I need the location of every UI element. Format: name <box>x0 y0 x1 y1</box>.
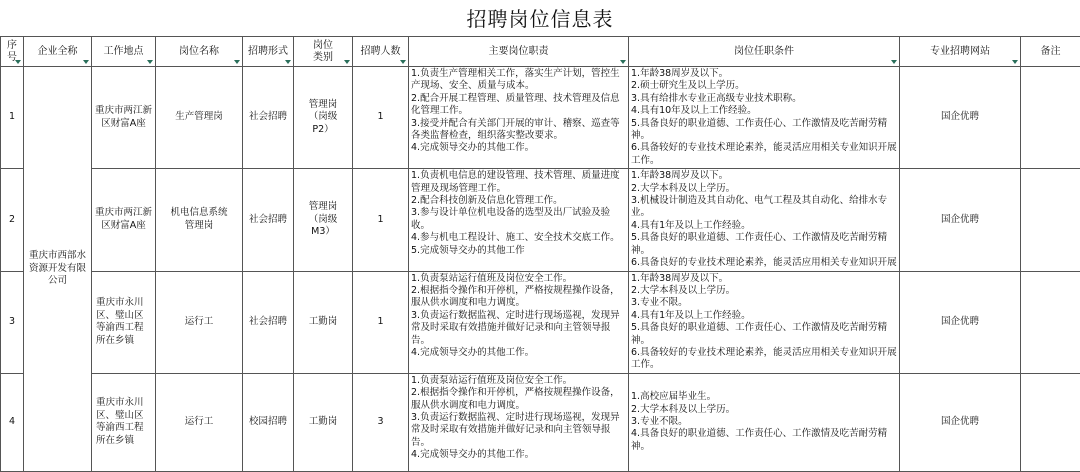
requirement-item: 5.具备良好的职业道德、工作责任心、工作激情及吃苦耐劳精神。 <box>631 232 897 257</box>
header-website[interactable] <box>900 37 1021 67</box>
filter-dropdown-icon[interactable] <box>285 60 291 64</box>
header-label: 备注 <box>1041 46 1061 57</box>
header-label: 企业全称 <box>38 46 78 57</box>
requirement-item: 4.具有1年及以上工作经验。 <box>631 310 897 322</box>
cell-website[interactable]: 国企优聘 <box>900 169 1021 271</box>
header-count[interactable] <box>353 37 409 67</box>
cell-duties[interactable] <box>409 169 629 271</box>
header-label: 招聘形式 <box>248 46 288 57</box>
table-row <box>1 67 1080 169</box>
cell-remark[interactable] <box>1021 169 1080 271</box>
requirement-item: 1.年龄38周岁及以下。 <box>631 170 897 182</box>
cell-remark[interactable] <box>1021 373 1080 471</box>
filter-dropdown-icon[interactable] <box>234 60 240 64</box>
header-duties[interactable] <box>409 37 629 67</box>
duty-item: 4.参与机电工程设计、施工、安全技术交底工作。 <box>411 232 626 244</box>
cell-count[interactable]: 1 <box>353 67 409 169</box>
cell-requirements[interactable] <box>629 169 900 271</box>
requirement-item: 5.具备良好的职业道德、工作责任心、工作激情及吃苦耐劳精神。 <box>631 322 897 347</box>
header-label: 岗位任职条件 <box>734 46 794 57</box>
category-text: 管理岗（岗级M3） <box>301 201 345 238</box>
cell-no[interactable]: 4 <box>1 373 24 471</box>
header-location[interactable] <box>92 37 156 67</box>
cell-requirements[interactable] <box>629 271 900 373</box>
duty-item: 2.配合科技创新及信息化管理工作。 <box>411 195 626 207</box>
duty-item: 3.接受并配合有关部门开展的审计、稽察、巡查等各类监督检查，组织落实整改要求。 <box>411 118 626 143</box>
filter-dropdown-icon[interactable] <box>147 60 153 64</box>
duty-item: 2.根据指令操作和开停机，严格按规程操作设备，服从供水调度和电力调度。 <box>411 285 626 310</box>
cell-duties[interactable] <box>409 373 629 471</box>
cell-website[interactable]: 国企优聘 <box>900 373 1021 471</box>
cell-duties[interactable] <box>409 271 629 373</box>
header-row <box>1 37 1080 67</box>
duty-item: 1.负责泵站运行值班及岗位安全工作。 <box>411 375 626 387</box>
cell-location[interactable]: 重庆市永川区、璧山区等渝西工程所在乡镇 <box>92 271 156 373</box>
header-position[interactable] <box>156 37 243 67</box>
cell-requirements[interactable] <box>629 373 900 471</box>
duty-item: 3.负责运行数据监视、定时进行现场巡视，发现异常及时采取有效措施并做好记录和向主管领导报告。 <box>411 412 626 449</box>
header-company[interactable] <box>24 37 92 67</box>
duty-item: 1.负责泵站运行值班及岗位安全工作。 <box>411 273 626 285</box>
cell-no[interactable]: 2 <box>1 169 24 271</box>
requirement-item: 4.具有1年及以上工作经验。 <box>631 220 897 232</box>
requirement-item: 2.硕士研究生及以上学历。 <box>631 80 897 92</box>
filter-dropdown-icon[interactable] <box>400 60 406 64</box>
cell-form[interactable]: 社会招聘 <box>243 169 294 271</box>
cell-position[interactable] <box>156 169 243 271</box>
cell-form[interactable]: 社会招聘 <box>243 67 294 169</box>
duty-item: 3.参与设计单位机电设备的选型及出厂试验及验收。 <box>411 207 626 232</box>
requirement-item: 6.具备较好的专业技术理论素养，能灵活应用相关专业知识开展工作。 <box>631 347 897 372</box>
table-row <box>1 271 1080 373</box>
cell-count[interactable]: 1 <box>353 271 409 373</box>
requirement-item: 3.机械设计制造及其自动化、电气工程及其自动化、给排水专业。 <box>631 195 897 220</box>
header-label: 序号 <box>7 40 17 63</box>
cell-location[interactable]: 重庆市两江新区财富A座 <box>92 169 156 271</box>
duty-item: 3.负责运行数据监视、定时进行现场巡视，发现异常及时采取有效措施并做好记录和向主管领导报告。 <box>411 310 626 347</box>
cell-category[interactable]: 工勤岗 <box>294 271 353 373</box>
header-label: 招聘人数 <box>361 46 401 57</box>
header-form[interactable] <box>243 37 294 67</box>
cell-no[interactable]: 1 <box>1 67 24 169</box>
header-label: 专业招聘网站 <box>930 46 990 57</box>
cell-category[interactable] <box>294 67 353 169</box>
header-label: 工作地点 <box>104 46 144 57</box>
header-label: 岗位名称 <box>179 46 219 57</box>
requirement-item: 2.大学本科及以上学历。 <box>631 404 897 416</box>
duty-item: 1.负责机电信息的建设管理、技术管理、质量进度管理及现场管理工作。 <box>411 170 626 195</box>
recruitment-table <box>0 36 1080 472</box>
table-row <box>1 169 1080 271</box>
cell-form[interactable]: 校园招聘 <box>243 373 294 471</box>
cell-count[interactable]: 1 <box>353 169 409 271</box>
requirement-item: 5.具备良好的职业道德、工作责任心、工作激情及吃苦耐劳精神。 <box>631 118 897 143</box>
filter-dropdown-icon[interactable] <box>620 60 626 64</box>
cell-no[interactable]: 3 <box>1 271 24 373</box>
requirement-item: 3.具有给排水专业正高级专业技术职称。 <box>631 93 897 105</box>
cell-category[interactable] <box>294 169 353 271</box>
cell-position[interactable]: 运行工 <box>156 271 243 373</box>
requirement-item: 1.年龄38周岁及以下。 <box>631 68 897 80</box>
cell-remark[interactable] <box>1021 271 1080 373</box>
filter-dropdown-icon[interactable] <box>15 60 21 64</box>
header-label: 主要岗位职责 <box>489 46 549 57</box>
filter-dropdown-icon[interactable] <box>83 60 89 64</box>
duty-item: 2.配合开展工程管理、质量管理、技术管理及信息化管理工作。 <box>411 93 626 118</box>
header-no[interactable] <box>1 37 24 67</box>
filter-dropdown-icon[interactable] <box>344 60 350 64</box>
cell-website[interactable]: 国企优聘 <box>900 271 1021 373</box>
requirement-item: 2.大学本科及以上学历。 <box>631 285 897 297</box>
cell-website[interactable]: 国企优聘 <box>900 67 1021 169</box>
filter-dropdown-icon[interactable] <box>891 60 897 64</box>
cell-position[interactable]: 运行工 <box>156 373 243 471</box>
requirement-item: 1.年龄38周岁及以下。 <box>631 273 897 285</box>
cell-position[interactable]: 生产管理岗 <box>156 67 243 169</box>
cell-count[interactable]: 3 <box>353 373 409 471</box>
duty-item: 2.根据指令操作和开停机，严格按规程操作设备，服从供水调度和电力调度。 <box>411 387 626 412</box>
category-text: 管理岗（岗级P2） <box>301 99 345 136</box>
table-row <box>1 373 1080 471</box>
requirement-item: 4.具备良好的职业道德、工作责任心、工作激情及吃苦耐劳精神。 <box>631 428 897 453</box>
duty-item: 4.完成领导交办的其他工作。 <box>411 347 626 359</box>
cell-requirements[interactable] <box>629 67 900 169</box>
requirement-item: 3.专业不限。 <box>631 297 897 309</box>
cell-category[interactable]: 工勤岗 <box>294 373 353 471</box>
header-label: 岗位类别 <box>309 40 337 64</box>
requirement-item: 1.高校应届毕业生。 <box>631 391 897 403</box>
cell-remark[interactable] <box>1021 67 1080 169</box>
header-remark[interactable] <box>1021 37 1080 67</box>
requirement-item: 6.具备良好的专业技术理论素养，能灵活应用相关专业知识开展 <box>631 257 897 269</box>
duty-item: 1.负责生产管理相关工作，落实生产计划，管控生产现场、安全、质量与成本。 <box>411 68 626 93</box>
cell-company[interactable]: 重庆市西部水资源开发有限公司 <box>24 67 92 472</box>
page-title: 招聘岗位信息表 <box>0 4 1080 34</box>
cell-location[interactable]: 重庆市两江新区财富A座 <box>92 67 156 169</box>
requirement-item: 4.具有10年及以上工作经验。 <box>631 105 897 117</box>
cell-location[interactable]: 重庆市永川区、璧山区等渝西工程所在乡镇 <box>92 373 156 471</box>
position-text: 机电信息系统管理岗 <box>167 207 231 232</box>
requirement-item: 6.具备较好的专业技术理论素养，能灵活应用相关专业知识开展工作。 <box>631 142 897 167</box>
duty-item: 5.完成领导交办的其他工作 <box>411 245 626 257</box>
filter-dropdown-icon[interactable] <box>1012 60 1018 64</box>
requirement-item: 2.大学本科及以上学历。 <box>631 183 897 195</box>
header-requirements[interactable] <box>629 37 900 67</box>
requirement-item: 3.专业不限。 <box>631 416 897 428</box>
duty-item: 4.完成领导交办的其他工作。 <box>411 449 626 461</box>
cell-duties[interactable] <box>409 67 629 169</box>
cell-form[interactable]: 社会招聘 <box>243 271 294 373</box>
duty-item: 4.完成领导交办的其他工作。 <box>411 142 626 154</box>
header-category[interactable] <box>294 37 353 67</box>
